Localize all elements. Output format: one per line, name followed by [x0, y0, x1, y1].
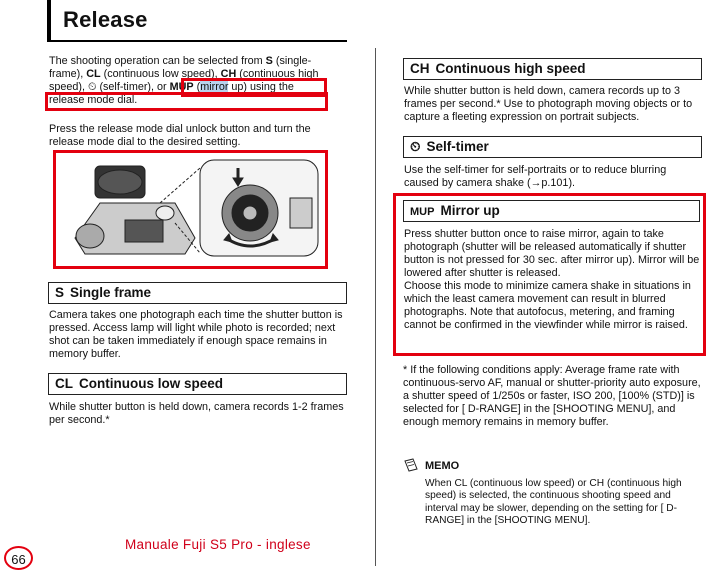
ch-symbol: CH: [220, 68, 237, 80]
column-divider: [375, 48, 376, 566]
mup-symbol: MUP: [410, 206, 435, 218]
leader-line: [160, 168, 200, 203]
memo-icon: [403, 457, 419, 473]
section-header-self-timer: [403, 136, 702, 158]
intro-text: release mode dial.: [49, 94, 138, 106]
single-frame-text: Camera takes one photograph each time the shutter button is pressed. Access lamp will light while photo is recorded; next shot can be taken immediately if enough space remains in memory buffer.: [49, 309, 343, 360]
section-header-continuous-high: [403, 58, 702, 80]
ch-symbol: CH: [410, 61, 430, 76]
section-title: Mirror up: [440, 203, 500, 218]
continuous-high-text: While shutter button is held down, camera records up to 3 frames per second.* Use to photograph moving objects or to capture a fleeting expression on portrait subjects.: [404, 85, 693, 123]
mirror-up-text-part1: Press shutter button once to raise mirror, again to take photograph (shutter will be released automatically if shutter button is not pressed for 30 sec. after mirror up). Mirror will be lowered after shutter is released.: [404, 228, 700, 279]
page-number: 66: [4, 546, 33, 570]
section-title: Self-timer: [426, 139, 489, 154]
footer-caption: Manuale Fuji S5 Pro - inglese: [125, 537, 311, 552]
cl-symbol: CL: [86, 68, 101, 80]
memo-title: MEMO: [425, 460, 460, 472]
section-header-mirror-up: [403, 200, 700, 222]
memo-text: When CL (continuous low speed) or CH (continuous high speed) is selected, the continuous shooting speed and interval may be slower, depending on the setting for [ D-RANGE] in the [SHOOTING MENU].: [425, 478, 682, 526]
footnote: * If the following conditions apply: Average frame rate with continuous-servo AF, manual or shutter-priority auto exposure, a shutter speed of 1/250s or faster, ISO 200, [100% (STD)] is selected for [ D-RANGE] in the [SHOOTING MENU], and enough memory remains in memory buffer.: [403, 364, 701, 428]
intro-text: (single-: [275, 55, 312, 67]
page-title: Release: [63, 7, 148, 32]
section-title: Continuous high speed: [435, 61, 586, 76]
intro-text: (continuous high: [239, 68, 319, 80]
timer-icon: ⏲: [88, 81, 97, 93]
intro-text: (self-timer), or: [99, 81, 167, 93]
section-header-continuous-low: [48, 373, 347, 395]
section-title: Single frame: [70, 285, 152, 300]
self-timer-text: Use the self-timer for self-portraits or to reduce blurring caused by camera shake (→p.101).: [404, 164, 667, 189]
cl-symbol: CL: [55, 376, 73, 391]
camera-illustration: [70, 158, 320, 258]
intro-text: The shooting operation can be selected from: [49, 55, 263, 67]
single-frame-symbol: S: [55, 285, 65, 300]
press-instruction: Press the release mode dial unlock button and turn the release mode dial to the desired setting.: [49, 123, 311, 148]
timer-icon: ⏲: [410, 139, 421, 154]
annotation-box-dial: [45, 92, 328, 111]
section-title: Continuous low speed: [79, 376, 223, 391]
intro-text: speed),: [49, 81, 86, 93]
intro-text: up) using the: [228, 81, 294, 93]
dial-closeup-drawing: [200, 160, 318, 256]
mirror-up-text-part2: Choose this mode to minimize camera shake in situations in which the least camera movement can result in blurred photographs. Note that autofocus, metering, and framing cannot be confirmed in the viewfinder while mirror is raised.: [404, 280, 691, 331]
intro-text: frame),: [49, 68, 84, 80]
intro-text: (: [196, 81, 201, 93]
intro-text: (continuous low speed),: [103, 68, 218, 80]
section-header-single-frame: [48, 282, 347, 304]
mup-symbol: MUP: [169, 81, 194, 93]
highlighted-word: mirror: [200, 81, 229, 93]
camera-body-drawing: [75, 166, 195, 254]
single-frame-symbol: S: [265, 55, 273, 67]
mirror-up-text: [404, 228, 700, 332]
continuous-low-text: While shutter button is held down, camera records 1-2 frames per second.*: [49, 401, 344, 426]
